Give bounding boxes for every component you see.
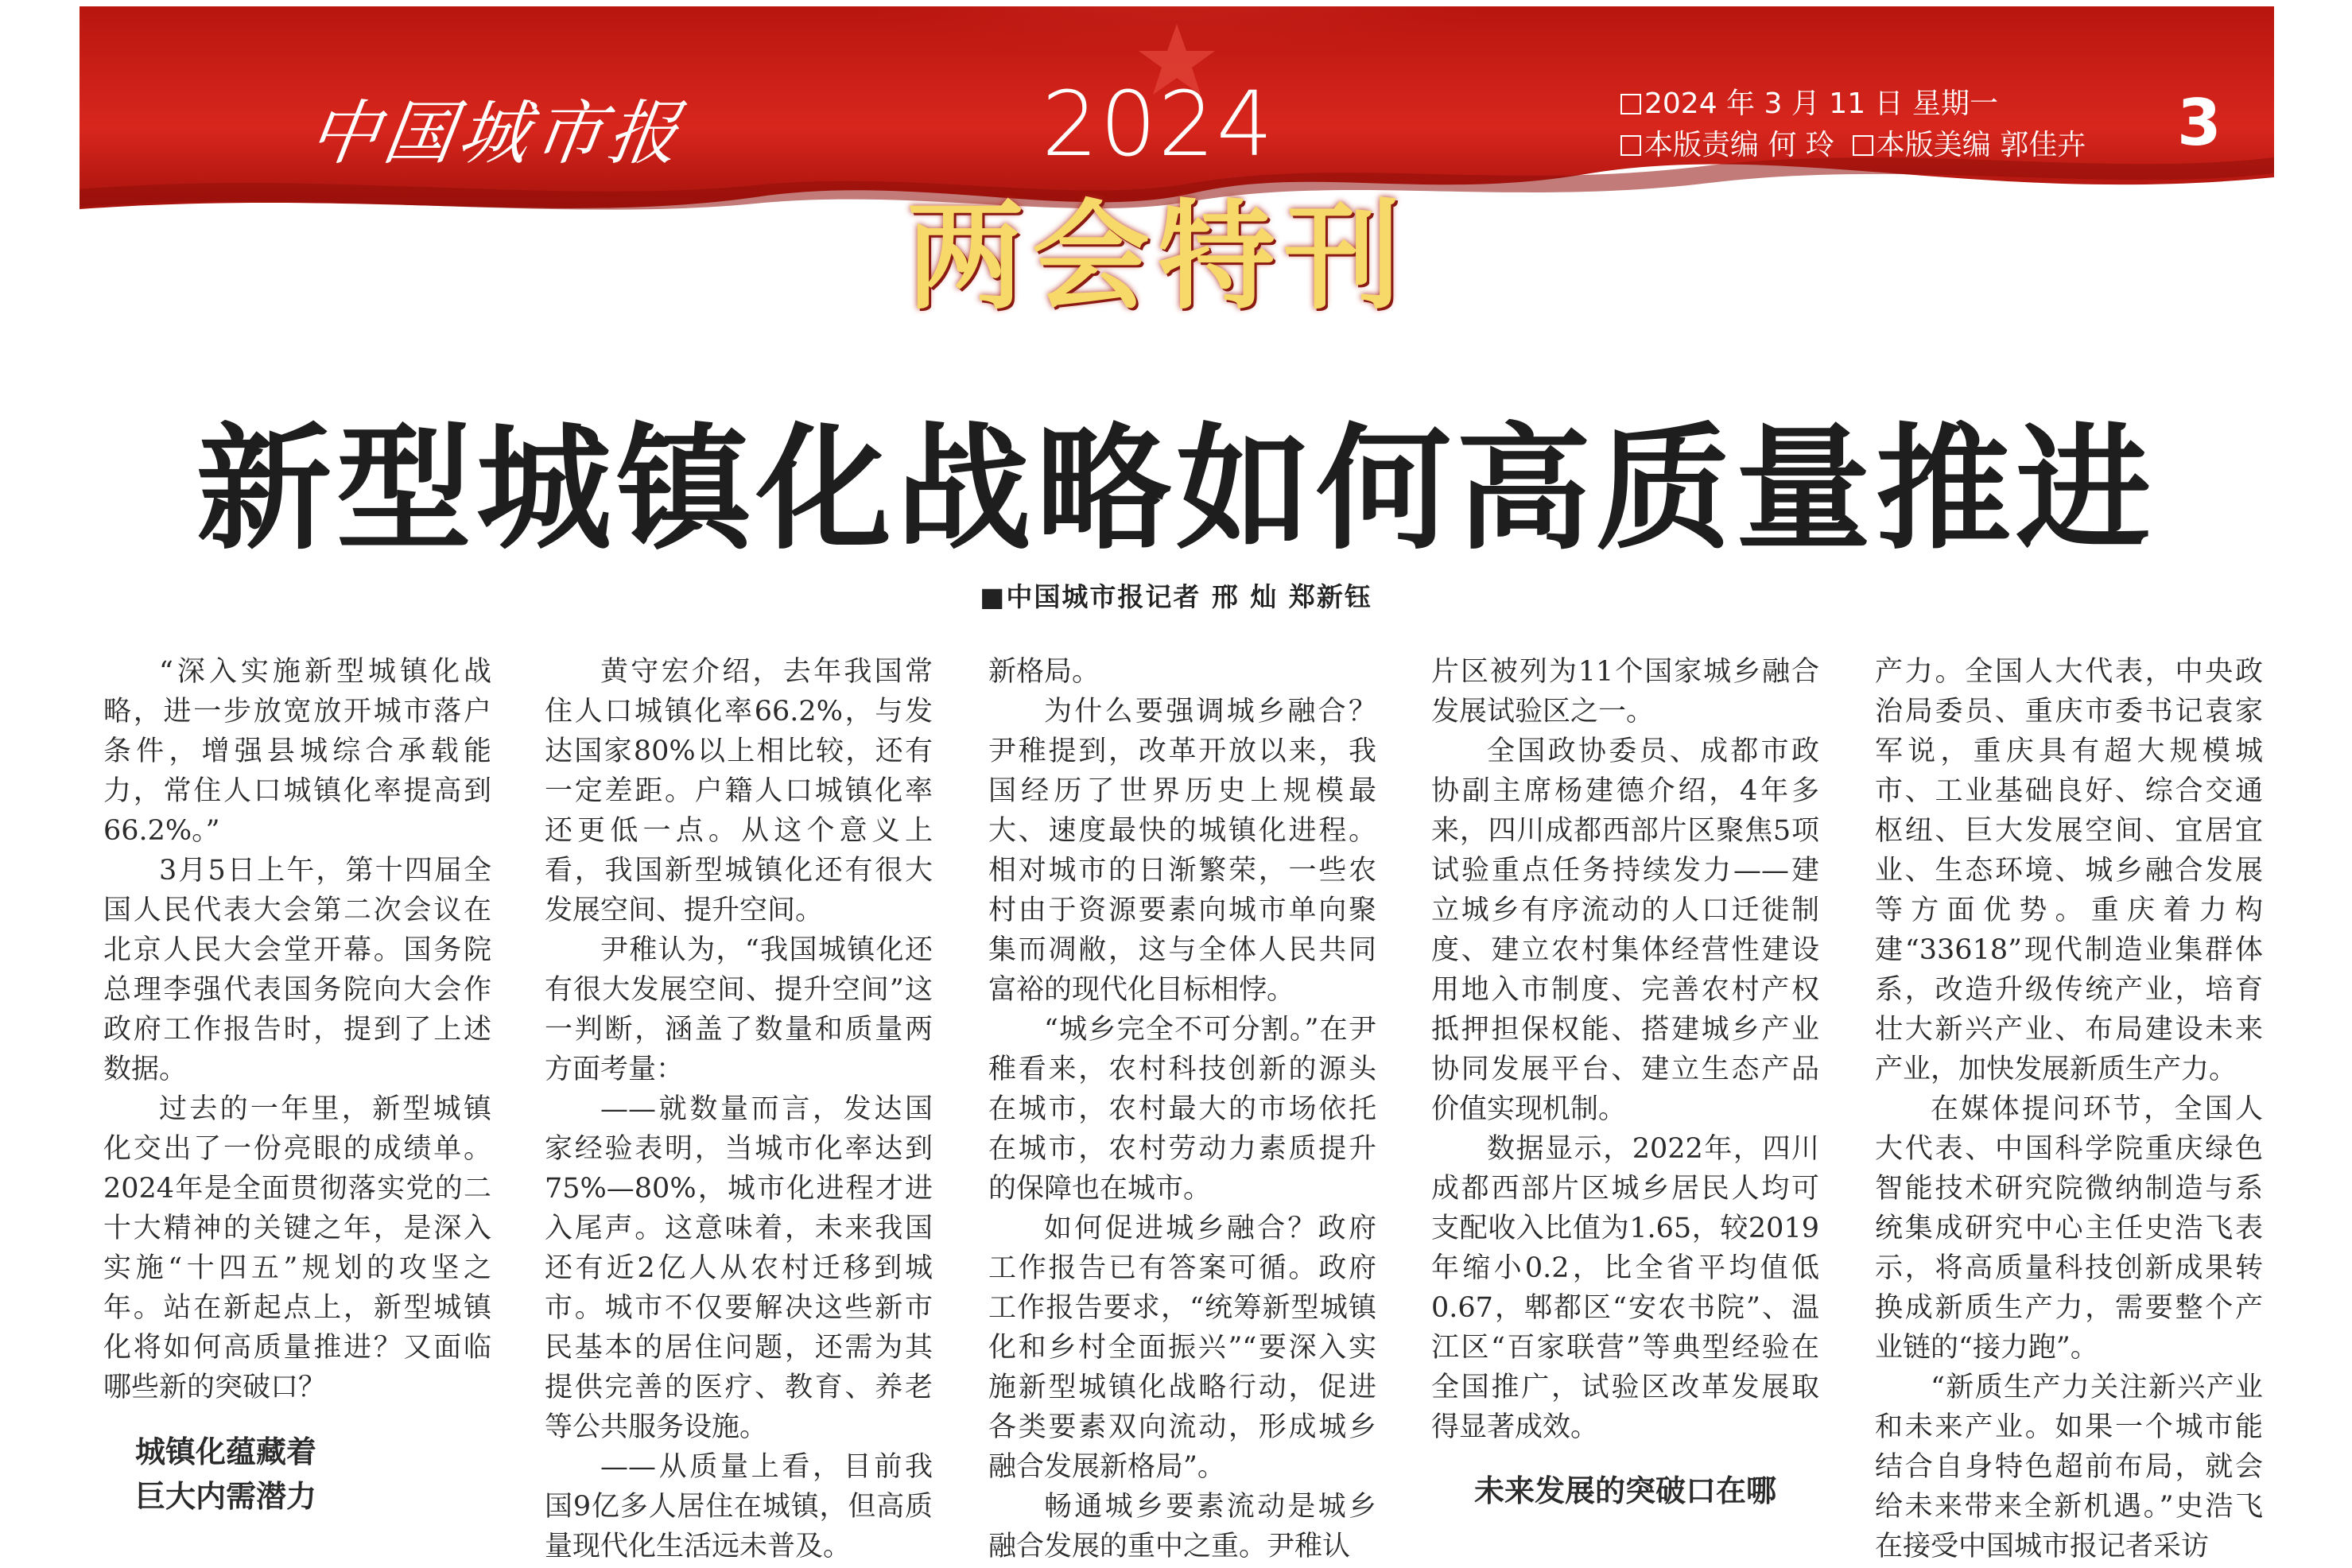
- special-edition-year: 2024: [1042, 73, 1275, 177]
- paragraph: 如何促进城乡融合？政府工作报告已有答案可循。政府工作报告要求，“统筹新型城镇化和乡村全面振兴”“要深入实施新型城镇化战略行动，促进各类要素双向流动，形成城乡融合发展新格局”。: [988, 1213, 1376, 1483]
- paragraph: “新质生产力关注新兴产业和未来产业。如果一个城市能结合自身特色超前布局，就会给未来带来全新机遇。”史浩飞在接受中国城市报记者采访: [1875, 1372, 2263, 1562]
- newspaper-logo: 中国城市报: [303, 92, 689, 174]
- paragraph: 尹稚认为，“我国城镇化还有很大发展空间、提升空间”这一判断，涵盖了数量和质量两方面考量：: [545, 934, 933, 1085]
- box-icon: [1620, 94, 1641, 114]
- paragraph: 为什么要强调城乡融合？尹稚提到，改革开放以来，我国经历了世界历史上规模最大、速度最快的城镇化进程。相对城市的日渐繁荣，一些农村由于资源要素向城市单向聚集而凋敝，这与全体人民共同富裕的现代化目标相悖。: [988, 696, 1376, 1006]
- paragraph: 过去的一年里，新型城镇化交出了一份亮眼的成绩单。2024年是全面贯彻落实党的二十大精神的关键之年，是深入实施“十四五”规划的攻坚之年。站在新起点上，新型城镇化将如何高质量推进？又面临哪些新的突破口？: [103, 1093, 491, 1403]
- date-line: 2024 年 3 月 11 日 星期一: [1620, 83, 2086, 125]
- page-number: 3: [2177, 86, 2222, 160]
- article-headline: 新型城镇化战略如何高质量推进: [196, 411, 2156, 569]
- article-column-5: [1875, 652, 2263, 1566]
- article-column-2: [545, 652, 933, 1566]
- section-subheading: 城镇化蕴藏着 巨大内需潜力: [135, 1434, 317, 1514]
- paragraph: ——从质量上看，目前我国9亿多人居住在城镇，但高质量现代化生活远未普及。: [545, 1451, 933, 1562]
- credits-line: [1620, 125, 2086, 166]
- paragraph: “深入实施新型城镇化战略，进一步放宽放开城市落户条件，增强县城综合承载能力，常住人口城镇化率提高到66.2%。”: [103, 656, 491, 847]
- paragraph: “城乡完全不可分割。”在尹稚看来，农村科技创新的源头在城市，农村最大的市场依托在城市，农村劳动力素质提升的保障也在城市。: [988, 1014, 1376, 1205]
- paragraph: 产力。全国人大代表，中央政治局委员、重庆市委书记袁家军说，重庆具有超大规模城市、工业基础良好、综合交通枢纽、巨大发展空间、宜居宜业、生态环境、城乡融合发展等方面优势。重庆着力构建“33618”现代制造业集群体系，改造升级传统产业，培育壮大新兴产业、布局建设未来产业，加快发展新质生产力。: [1875, 656, 2263, 1085]
- paragraph: 畅通城乡要素流动是城乡融合发展的重中之重。尹稚认: [988, 1491, 1376, 1562]
- paragraph: 黄守宏介绍，去年我国常住人口城镇化率66.2%，与发达国家80%以上相比较，还有一定差距。户籍人口城镇化率还更低一点。从这个意义上看，我国新型城镇化还有很大发展空间、提升空间。: [545, 656, 933, 926]
- designer-credit: 本版美编 郭佳卉: [1876, 129, 2086, 161]
- special-edition-title: 两会特刊: [906, 188, 1409, 325]
- editor-credit: 本版责编 何 玲: [1644, 129, 1834, 161]
- box-icon: [1620, 135, 1641, 156]
- box-icon: [1853, 135, 1873, 156]
- paragraph: ——就数量而言，发达国家经验表明，当城市化率达到75%—80%，城市化进程才进入尾声。这意味着，未来我国还有近2亿人从农村迁移到城市。城市不仅要解决这些新市民基本的居住问题，还需为其提供完善的医疗、教育、养老等公共服务设施。: [545, 1093, 933, 1443]
- article-byline: ■中国城市报记者 邢 灿 郑新钰: [980, 581, 1372, 612]
- article-column-3: [988, 652, 1376, 1566]
- article-column-1: [103, 652, 491, 1519]
- paragraph: 在媒体提问环节，全国人大代表、中国科学院重庆绿色智能技术研究院微纳制造与系统集成研究中心主任史浩飞表示，将高质量科技创新成果转换成新质生产力，需要整个产业链的“接力跑”。: [1875, 1093, 2263, 1364]
- paragraph: 片区被列为11个国家城乡融合发展试验区之一。: [1431, 656, 1819, 728]
- paragraph: 3月5日上午，第十四届全国人民代表大会第二次会议在北京人民大会堂开幕。国务院总理李强代表国务院向大会作政府工作报告时，提到了上述数据。: [103, 855, 491, 1085]
- section-subheading: 未来发展的突破口在哪: [1473, 1473, 1776, 1508]
- edition-meta: [1620, 83, 2086, 166]
- article-column-4: [1431, 652, 1819, 1511]
- paragraph: 新格局。: [988, 656, 1100, 688]
- paragraph: 数据显示，2022年，四川成都西部片区城乡居民人均可支配收入比值为1.65，较2019年缩小0.2，比全省平均值低0.67，郫都区“安农书院”、温江区“百家联营”等典型经验在全国推广，试验区改革发展取得显著成效。: [1431, 1133, 1819, 1443]
- paragraph: 全国政协委员、成都市政协副主席杨建德介绍，4年多来，四川成都西部片区聚焦5项试验重点任务持续发力——建立城乡有序流动的人口迁徙制度、建立农村集体经营性建设用地入市制度、完善农村产权抵押担保权能、搭建城乡产业协同发展平台、建立生态产品价值实现机制。: [1431, 735, 1819, 1125]
